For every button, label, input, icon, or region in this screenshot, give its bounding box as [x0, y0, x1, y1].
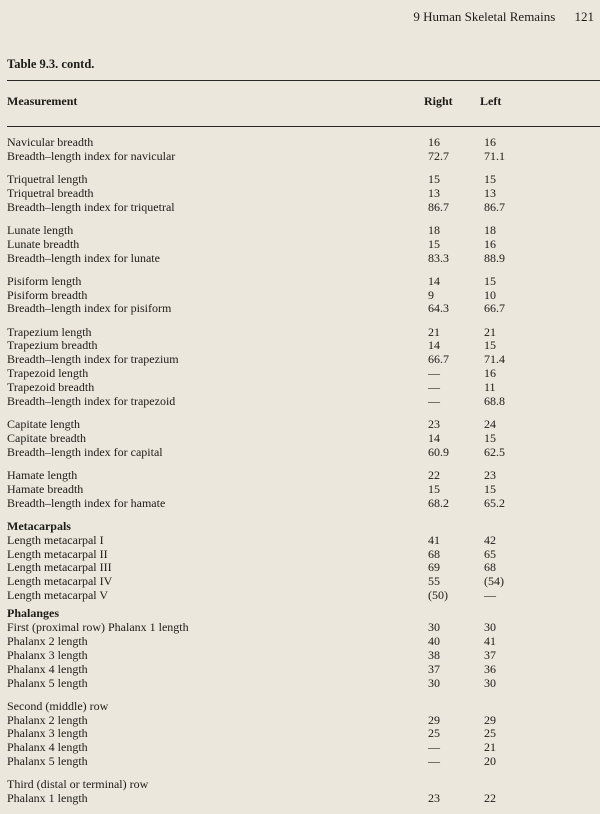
section-heading-label: Metacarpals: [7, 518, 71, 533]
right-value: 9: [428, 287, 434, 302]
measurement-label: Phalanx 1 length: [7, 791, 88, 806]
left-value: 21: [484, 324, 496, 339]
table-row: [0, 548, 600, 562]
right-value: 15: [428, 171, 440, 186]
right-value: 30: [428, 675, 440, 690]
table-row: [0, 621, 600, 635]
table-row: [0, 395, 600, 409]
measurement-label: Breadth–length index for navicular: [7, 148, 176, 163]
group-gap: [0, 215, 600, 224]
table-row: [0, 339, 600, 353]
section-heading: [0, 520, 600, 534]
table-row: [0, 483, 600, 497]
measurement-label: Pisiform length: [7, 273, 82, 288]
left-value: 30: [484, 620, 496, 635]
left-value: 66.7: [484, 301, 505, 316]
measurement-label: Phalanx 4 length: [7, 740, 88, 755]
section-heading: [0, 607, 600, 621]
right-value: 14: [428, 430, 440, 445]
left-value: 16: [484, 135, 496, 149]
right-value: —: [428, 754, 440, 769]
right-value: 72.7: [428, 148, 449, 163]
table-row: [0, 700, 600, 714]
right-column-header: Right: [424, 94, 453, 108]
measurement-label: Phalanx 4 length: [7, 661, 88, 676]
right-value: 13: [428, 185, 440, 200]
measurement-label: Length metacarpal IV: [7, 574, 113, 589]
table-row: [0, 201, 600, 215]
measurement-label: Length metacarpal I: [7, 532, 104, 547]
left-value: (54): [484, 574, 504, 589]
left-value: 65.2: [484, 495, 505, 510]
measurement-label: Phalanx 5 length: [7, 754, 88, 769]
left-value: 23: [484, 467, 496, 482]
table-row: [0, 589, 600, 603]
left-value: 15: [484, 171, 496, 186]
left-value: 62.5: [484, 444, 505, 459]
measurement-label: Phalanx 5 length: [7, 675, 88, 690]
table-row: [0, 714, 600, 728]
measurement-label: Breadth–length index for hamate: [7, 495, 166, 510]
table-row: [0, 367, 600, 381]
measurement-label: Breadth–length index for trapezoid: [7, 394, 176, 408]
left-value: 16: [484, 366, 496, 381]
table-row: [0, 224, 600, 238]
left-value: 86.7: [484, 199, 505, 214]
measurement-label: Hamate length: [7, 467, 78, 482]
measurement-label: Breadth–length index for capital: [7, 444, 163, 459]
left-column-header: Left: [480, 94, 502, 108]
table-title: Table 9.3. contd.: [7, 57, 95, 71]
measurement-label: Length metacarpal V: [7, 588, 109, 603]
measurement-label: Second (middle) row: [7, 698, 109, 713]
left-value: 15: [484, 338, 496, 353]
right-value: 83.3: [428, 250, 449, 265]
table-row: [0, 136, 600, 150]
table-row: [0, 238, 600, 252]
right-value: 18: [428, 222, 440, 237]
right-value: —: [428, 740, 440, 755]
right-value: 64.3: [428, 301, 449, 316]
measurement-label: Triquetral breadth: [7, 185, 94, 200]
left-value: 42: [484, 532, 496, 547]
measurement-label: Phalanx 2 length: [7, 633, 88, 648]
right-value: 66.7: [428, 352, 449, 367]
chapter-title: 9 Human Skeletal Remains: [413, 9, 556, 24]
measurement-label: Breadth–length index for triquetral: [7, 199, 175, 214]
measurement-label: Trapezium length: [7, 324, 92, 339]
left-value: 21: [484, 740, 496, 755]
left-value: 36: [484, 661, 496, 676]
table-row: [0, 289, 600, 303]
right-value: —: [428, 380, 440, 395]
measurement-label: Length metacarpal II: [7, 546, 108, 561]
measurement-label: Pisiform breadth: [7, 287, 88, 302]
left-value: 68: [484, 560, 496, 575]
left-value: 16: [484, 236, 496, 251]
table-row: [0, 534, 600, 548]
measurement-label: Capitate length: [7, 417, 80, 432]
table-row: [0, 302, 600, 316]
measurement-label: Phalanx 2 length: [7, 712, 88, 727]
left-value: 20: [484, 754, 496, 769]
left-value: 11: [484, 380, 496, 395]
table-row: [0, 418, 600, 432]
running-head: [413, 9, 594, 25]
table-row: [0, 727, 600, 741]
right-value: 14: [428, 273, 440, 288]
measurement-label: Hamate breadth: [7, 481, 84, 496]
table-row: [0, 353, 600, 367]
page-number: 121: [574, 9, 594, 24]
measurement-label: Phalanx 3 length: [7, 726, 88, 741]
right-value: 29: [428, 712, 440, 727]
left-value: 68.8: [484, 394, 505, 408]
table-row: [0, 755, 600, 769]
table-row: [0, 187, 600, 201]
table-row: [0, 173, 600, 187]
group-gap: [0, 460, 600, 469]
right-value: (50): [428, 588, 448, 603]
table-row: [0, 275, 600, 289]
measurement-label: Lunate breadth: [7, 236, 80, 251]
right-value: 14: [428, 338, 440, 353]
table-row: [0, 497, 600, 511]
measurement-label: Trapezium breadth: [7, 338, 98, 353]
right-value: 86.7: [428, 199, 449, 214]
group-gap: [0, 164, 600, 173]
left-value: 15: [484, 273, 496, 288]
table-row: [0, 635, 600, 649]
right-value: 55: [428, 574, 440, 589]
table-row: [0, 381, 600, 395]
measurement-label: Capitate breadth: [7, 430, 86, 445]
table-row: [0, 252, 600, 266]
left-value: 65: [484, 546, 496, 561]
group-gap: [0, 266, 600, 275]
measurement-label: Trapezoid length: [7, 366, 89, 381]
measurement-label: Breadth–length index for pisiform: [7, 301, 172, 316]
right-value: 68: [428, 546, 440, 561]
right-value: 37: [428, 661, 440, 676]
left-value: 13: [484, 185, 496, 200]
group-gap: [0, 409, 600, 418]
measurement-label: Lunate length: [7, 222, 74, 237]
table-row: [0, 778, 600, 792]
left-value: 29: [484, 712, 496, 727]
measurement-label: Phalanx 3 length: [7, 647, 88, 662]
table-row: [0, 677, 600, 691]
measurement-label: First (proximal row) Phalanx 1 length: [7, 620, 189, 635]
measurement-table-body: [0, 136, 600, 806]
table-row: [0, 326, 600, 340]
table-row: [0, 446, 600, 460]
left-value: 41: [484, 633, 496, 648]
left-value: 15: [484, 481, 496, 496]
left-value: 18: [484, 222, 496, 237]
right-value: 15: [428, 481, 440, 496]
left-value: 10: [484, 287, 496, 302]
measurement-label: Breadth–length index for lunate: [7, 250, 160, 265]
measurement-label: Breadth–length index for trapezium: [7, 352, 179, 367]
left-value: 71.1: [484, 148, 505, 163]
right-value: 30: [428, 620, 440, 635]
right-value: 25: [428, 726, 440, 741]
left-value: 15: [484, 430, 496, 445]
table-row: [0, 741, 600, 755]
group-gap: [0, 511, 600, 520]
right-value: 16: [428, 135, 440, 149]
right-value: 40: [428, 633, 440, 648]
measurement-label: Navicular breadth: [7, 135, 94, 149]
right-value: 23: [428, 791, 440, 806]
left-value: 88.9: [484, 250, 505, 265]
left-value: —: [484, 588, 496, 603]
right-value: 41: [428, 532, 440, 547]
right-value: —: [428, 394, 440, 408]
left-value: 24: [484, 417, 496, 432]
table-row: [0, 663, 600, 677]
measurement-column-header: Measurement: [7, 94, 78, 108]
right-value: 38: [428, 647, 440, 662]
right-value: 68.2: [428, 495, 449, 510]
right-value: 21: [428, 324, 440, 339]
table-row: [0, 792, 600, 806]
measurement-label: Length metacarpal III: [7, 560, 112, 575]
measurement-label: Trapezoid breadth: [7, 380, 95, 395]
left-value: 30: [484, 675, 496, 690]
right-value: 60.9: [428, 444, 449, 459]
table-row: [0, 575, 600, 589]
left-value: 22: [484, 791, 496, 806]
table-row: [0, 469, 600, 483]
table-row: [0, 432, 600, 446]
right-value: 69: [428, 560, 440, 575]
left-value: 71.4: [484, 352, 505, 367]
table-row: [0, 150, 600, 164]
left-value: 25: [484, 726, 496, 741]
table-top-rule: [7, 80, 600, 81]
header-rule: [7, 126, 600, 127]
right-value: 22: [428, 467, 440, 482]
left-value: 37: [484, 647, 496, 662]
right-value: 23: [428, 417, 440, 432]
section-heading-label: Phalanges: [7, 606, 60, 621]
right-value: 15: [428, 236, 440, 251]
right-value: —: [428, 366, 440, 381]
table-row: [0, 649, 600, 663]
measurement-label: Third (distal or terminal) row: [7, 777, 149, 792]
table-row: [0, 561, 600, 575]
measurement-label: Triquetral length: [7, 171, 88, 186]
